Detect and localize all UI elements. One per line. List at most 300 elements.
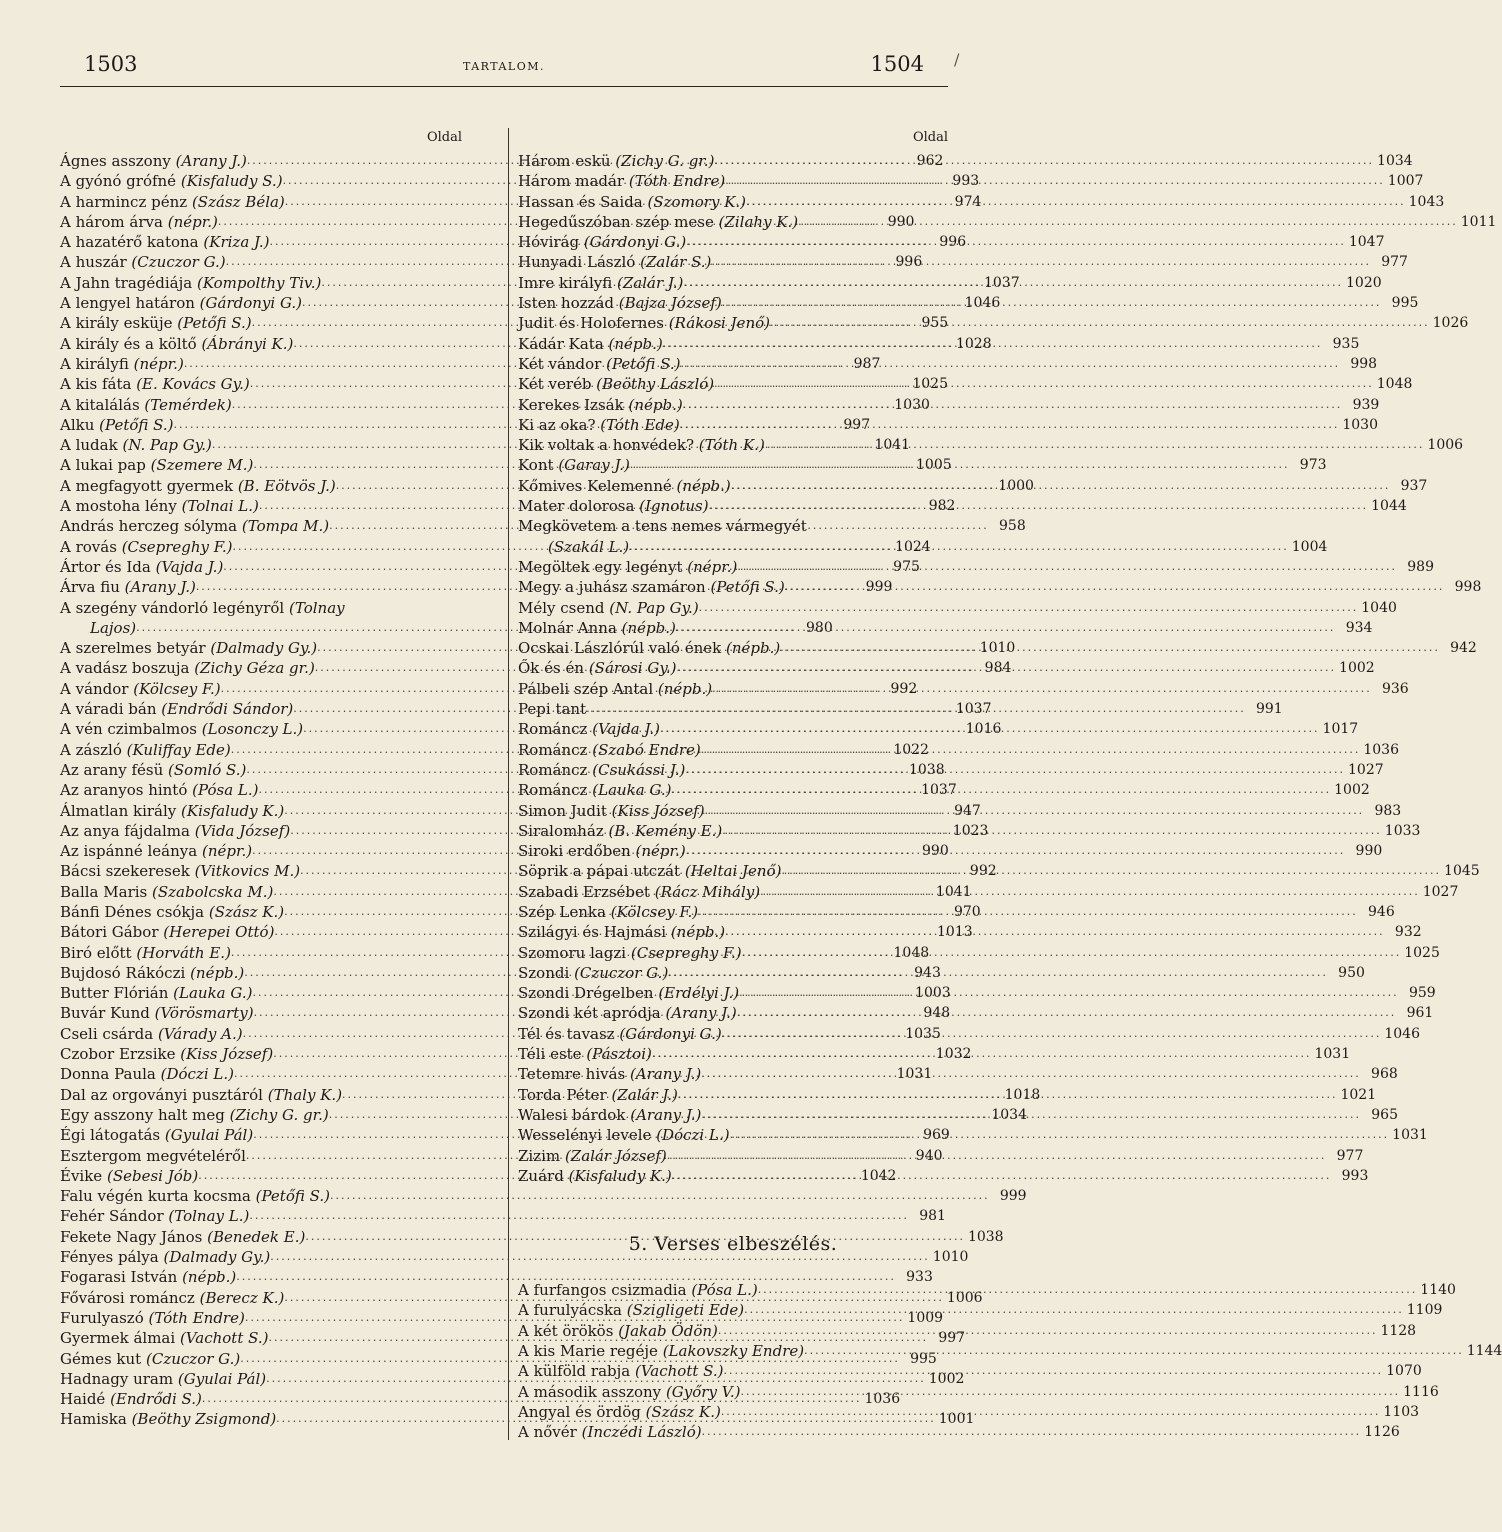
entry-title: Románcz [518, 720, 588, 739]
entry-title: Megkövetem a tens nemes vármegyét [518, 517, 807, 536]
entry-page-number: 1016 [965, 721, 1002, 738]
entry-author: (Arany J.) [630, 1065, 702, 1084]
toc-entry [518, 374, 1413, 394]
entry-page-number: 973 [1299, 457, 1327, 474]
entry-author: (Dóczi L.) [656, 1126, 730, 1145]
entry-title: Bátori Gábor [60, 923, 159, 942]
entry-page-number: 1025 [1404, 944, 1440, 961]
entry-author: (Zalár S.) [640, 253, 712, 272]
entry-page-number: 996 [939, 234, 967, 251]
entry-author: (Sebesi Jób) [106, 1166, 199, 1185]
entry-text [518, 1382, 741, 1402]
entry-text [518, 334, 663, 354]
entry-text [60, 171, 283, 191]
entry-title: Románcz [518, 740, 588, 759]
toc-entry [518, 841, 1383, 861]
entry-title: A vén czimbalmos [60, 720, 197, 739]
entry-author: (Garay J.) [558, 456, 630, 475]
entry-text [518, 1105, 701, 1125]
entry-page-number: 1043 [1408, 193, 1445, 210]
toc-entry [518, 618, 1373, 638]
entry-page-number: 1006 [946, 1289, 983, 1306]
entry-author: (népb.) [670, 923, 726, 942]
entry-author: (Zalár J.) [611, 1085, 678, 1104]
entry-author: (Temérdek) [144, 395, 232, 414]
entry-text [60, 882, 273, 902]
entry-title: Szondi két apródja [518, 1004, 661, 1023]
toc-entry [60, 1186, 1027, 1206]
entry-title: Az ispánné leánya [60, 842, 198, 861]
entry-text [60, 1125, 253, 1145]
dot-leader [701, 1064, 1361, 1084]
entry-text [518, 476, 731, 496]
entry-title: A kis Marie regéje [518, 1342, 658, 1361]
toc-entry [518, 516, 948, 536]
entry-author: (Endrődi Sándor) [161, 700, 294, 719]
entry-text [518, 1085, 678, 1105]
entry-title: Árva fiu [60, 578, 120, 597]
entry-page-number: 942 [1450, 640, 1477, 657]
entry-author: (Herepei Ottó) [163, 923, 275, 942]
entry-page-number: 1126 [1364, 1424, 1400, 1441]
toc-entry [518, 983, 1436, 1003]
entry-page-number: 1144 [1466, 1343, 1502, 1360]
entry-title: Hunyadi László [518, 253, 636, 272]
entry-page-number: 1005 [916, 457, 952, 474]
entry-text [60, 902, 284, 922]
entry-text [60, 760, 246, 780]
entry-page-number: 1027 [1422, 883, 1459, 900]
entry-text [60, 1186, 330, 1206]
entry-page-number: 1045 [1444, 863, 1480, 880]
entry-author: (Zalár József) [564, 1146, 667, 1165]
entry-title: Isten hozzád [518, 294, 614, 313]
entry-page-number: 1046 [1384, 1025, 1420, 1042]
entry-author: (Ábrányi K.) [201, 334, 294, 353]
entry-page-number: 958 [999, 518, 1026, 535]
entry-title: Furulyaszó [60, 1308, 144, 1327]
entry-text [60, 232, 270, 252]
entry-page-number: 970 [953, 903, 981, 920]
entry-title: A lukai pap [60, 456, 146, 475]
entry-page-number: 1027 [1348, 761, 1384, 778]
entry-page-number: 975 [893, 558, 920, 575]
entry-text [518, 212, 798, 232]
toc-entry [518, 252, 1408, 272]
entry-text [518, 861, 781, 881]
entry-page-number: 934 [1345, 619, 1373, 636]
entry-author: (Kuliffay Ede) [126, 740, 231, 759]
entry-page-number: 997 [843, 416, 871, 433]
entry-title: A rovás [60, 537, 117, 556]
entry-author: (Gárdonyi G.) [619, 1024, 722, 1043]
toc-entry [518, 1024, 1420, 1044]
entry-text [60, 719, 303, 739]
entry-author: (Vajda J.) [592, 720, 660, 739]
entry-page-number: 955 [921, 315, 949, 332]
entry-text [518, 1361, 724, 1381]
entry-title: Kont [518, 456, 554, 475]
entry-author: (Berecz K.) [199, 1288, 285, 1307]
toc-entry [518, 598, 1397, 618]
entry-text [60, 1105, 329, 1125]
dot-leader [737, 557, 1397, 577]
entry-title: A megfagyott gyermek [60, 476, 234, 495]
dot-leader [702, 1422, 1362, 1442]
dot-leader [672, 1166, 1332, 1186]
entry-title: Téli este [518, 1045, 582, 1064]
entry-text [60, 374, 250, 394]
dot-leader [725, 922, 1385, 942]
entry-text [518, 557, 737, 577]
entry-text [60, 537, 232, 557]
entry-page-number: 1030 [894, 396, 930, 413]
entry-text [518, 760, 685, 780]
right-column-heading: Oldal [912, 130, 948, 145]
entry-title: Torda Péter [518, 1085, 607, 1104]
entry-author: (Szabolcska M.) [152, 882, 274, 901]
entry-page-number: 993 [952, 173, 980, 190]
entry-author: (Beöthy Zsigmond) [131, 1410, 277, 1429]
entry-page-number: 1028 [955, 335, 992, 352]
entry-text [60, 273, 321, 293]
entry-title: A két örökös [518, 1321, 614, 1340]
entry-title: Szabadi Erzsébet [518, 882, 650, 901]
entry-page-number: 1033 [1384, 822, 1421, 839]
entry-text [518, 252, 711, 272]
entry-author: (Sárosi Gy.) [588, 659, 677, 678]
entry-text [518, 801, 705, 821]
entry-text [518, 1300, 744, 1320]
entry-title: Égi látogatás [60, 1126, 161, 1145]
dot-leader [714, 374, 1374, 394]
entry-title: A hazatérő katona [60, 233, 199, 252]
entry-text [60, 638, 317, 658]
entry-title: Ők és én [518, 659, 585, 678]
entry-author: (Dóczi L.) [160, 1065, 234, 1084]
entry-title: A külföld rabja [518, 1362, 631, 1381]
dot-leader [722, 821, 1382, 841]
toc-entry [518, 151, 1413, 171]
entry-page-number: 996 [895, 254, 923, 271]
entry-text [518, 780, 672, 800]
entry-author: (Szász K.) [208, 902, 285, 921]
entry-author: (Jakab Ödön) [618, 1321, 718, 1340]
entry-author: (Zilahy K.) [718, 212, 799, 231]
entry-author: (Losonczy L.) [201, 720, 304, 739]
entry-author: (Szomory K.) [647, 192, 747, 211]
dot-leader [686, 232, 1346, 252]
entry-title: A szerelmes betyár [60, 639, 206, 658]
entry-text [518, 740, 701, 760]
entry-text [518, 1321, 718, 1341]
entry-text [60, 435, 212, 455]
dot-leader [722, 293, 1382, 313]
dot-leader [785, 577, 1445, 597]
entry-text [518, 821, 722, 841]
dot-leader [760, 882, 1420, 902]
entry-title: Románcz [518, 760, 588, 779]
entry-page-number: 1116 [1403, 1383, 1439, 1400]
toc-entry [518, 1064, 1398, 1084]
section-title: 5. Verses elbeszélés. [628, 1233, 838, 1256]
entry-text [60, 1369, 266, 1389]
entry-title: Álmatlan király [60, 801, 177, 820]
entry-author: (Kiss József) [180, 1045, 274, 1064]
entry-author: (Zichy Géza gr.) [194, 659, 315, 678]
dot-leader [683, 395, 1343, 415]
running-head-title: TARTALOM. [462, 60, 546, 73]
entry-page-number: 990 [1355, 843, 1383, 860]
entry-title: Szondi Drégelben [518, 984, 654, 1003]
entry-text [518, 1280, 758, 1300]
entry-text [60, 983, 252, 1003]
entry-author: (Vida József) [194, 821, 291, 840]
entry-page-number: 1013 [937, 924, 973, 941]
entry-text [548, 537, 629, 557]
toc-entry [518, 455, 1327, 475]
entry-author: (Kiss József) [611, 801, 705, 820]
entry-title: A harmincz pénz [60, 192, 188, 211]
entry-author: (Tóth K.) [698, 436, 765, 455]
toc-entry [518, 740, 1399, 760]
entry-text [518, 719, 660, 739]
entry-page-number: 1001 [938, 1411, 975, 1428]
entry-page-number: 947 [954, 802, 981, 819]
entry-author: Lajos) [90, 618, 137, 637]
entry-author: (Tóth Endre) [628, 172, 726, 191]
dot-leader [676, 658, 1336, 678]
entry-author: (Tolnay [289, 598, 345, 617]
entry-page-number: 1010 [979, 640, 1016, 657]
entry-author: (Dalmady Gy.) [163, 1248, 271, 1267]
dot-leader [678, 1085, 1338, 1105]
entry-title: Kőmives Kelemenné [518, 476, 672, 495]
entry-text [518, 232, 686, 252]
entry-text [518, 455, 630, 475]
entry-text [60, 801, 284, 821]
entry-title: András herczeg sólyma [60, 517, 238, 536]
entry-page-number: 965 [1371, 1106, 1398, 1123]
entry-title: Fővárosi románcz [60, 1288, 195, 1307]
entry-text [60, 1085, 342, 1105]
dot-leader [630, 455, 1290, 475]
entry-author: (Várady A.) [157, 1024, 243, 1043]
entry-page-number: 1011 [1460, 213, 1497, 230]
toc-entry [518, 760, 1384, 780]
entry-author: (népr.) [202, 842, 253, 861]
entry-text [518, 638, 780, 658]
entry-author: (Gyulai Pál) [164, 1126, 254, 1145]
entry-author: (Petőfi S.) [606, 354, 681, 373]
toc-entry [518, 537, 1328, 557]
entry-text [60, 1409, 276, 1429]
entry-text [518, 1402, 721, 1422]
entry-text [518, 1125, 730, 1145]
entry-page-number: 998 [1350, 355, 1378, 372]
entry-title: A király esküje [60, 314, 173, 333]
entry-page-number: 1003 [915, 985, 951, 1002]
entry-title: A vadász boszuja [60, 659, 190, 678]
entry-page-number: 932 [1394, 924, 1422, 941]
entry-text [60, 151, 247, 171]
entry-page-number: 948 [923, 1005, 951, 1022]
dot-leader [701, 1105, 1361, 1125]
toc-entry [518, 577, 1482, 597]
entry-title: Fehér Sándor [60, 1207, 164, 1226]
entry-text [60, 1308, 245, 1328]
entry-page-number: 995 [910, 1350, 937, 1367]
entry-author: (Rácz Mihály) [654, 882, 761, 901]
entry-page-number: 995 [1391, 295, 1419, 312]
entry-page-number: 1040 [1361, 599, 1397, 616]
entry-author: (népr.) [687, 557, 738, 576]
entry-author: (Zalár J.) [617, 273, 684, 292]
entry-author: (Kompolthy Tiv.) [196, 273, 322, 292]
entry-title: Walesi bárdok [518, 1105, 626, 1124]
entry-text [60, 577, 196, 597]
entry-author: (Vachott S.) [179, 1329, 269, 1348]
entry-page-number: 1021 [1340, 1086, 1377, 1103]
entry-title: A furulyácska [518, 1301, 622, 1320]
entry-text [60, 395, 232, 415]
entry-author: (Gárdonyi G.) [583, 233, 687, 252]
entry-text [518, 658, 676, 678]
entry-title: Donna Paula [60, 1065, 156, 1084]
entry-text [60, 780, 259, 800]
dot-leader [722, 1024, 1382, 1044]
entry-author: (Thaly K.) [267, 1085, 343, 1104]
entry-page-number: 962 [916, 153, 944, 169]
entry-title: Hassan és Saida [518, 192, 643, 211]
dot-leader [676, 618, 1336, 638]
entry-page-number: 993 [1341, 1167, 1369, 1184]
entry-page-number: 946 [1368, 903, 1395, 920]
entry-text [60, 1267, 236, 1287]
toc-entry [518, 679, 1409, 699]
entry-author: (Lauka G.) [173, 984, 253, 1003]
entry-text [60, 455, 253, 475]
entry-title: Kik voltak a honvédek? [518, 436, 695, 455]
dot-leader [744, 1300, 1404, 1320]
entry-text [60, 1389, 202, 1409]
entry-author: (Lakovszky Endre) [662, 1342, 805, 1361]
entry-text [518, 273, 683, 293]
entry-page-number: 943 [914, 964, 941, 981]
toc-entry [518, 557, 1434, 577]
entry-title: Tél és tavasz [518, 1024, 615, 1043]
entry-page-number: 1031 [1314, 1046, 1351, 1063]
entry-text [518, 598, 699, 618]
entry-text [60, 415, 174, 435]
dot-leader [739, 983, 1399, 1003]
entry-page-number: 1048 [1376, 376, 1413, 393]
entry-author: (népb.) [190, 963, 245, 982]
dot-leader [680, 415, 1340, 435]
entry-author: (N. Pap Gy.) [122, 436, 212, 455]
entry-author: (Kölcsey F.) [610, 902, 699, 921]
entry-page-number: 1037 [983, 274, 1020, 291]
entry-text [518, 922, 725, 942]
entry-title: Hadnagy uram [60, 1369, 174, 1388]
entry-title: Megöltek egy legényt [518, 557, 683, 576]
entry-text [60, 922, 274, 942]
entry-page-number: 981 [919, 1208, 946, 1225]
toc-entry [518, 1341, 1502, 1361]
entry-page-number: 1036 [1363, 741, 1399, 758]
page-number-left: 1503 [84, 52, 138, 76]
dot-leader [705, 801, 1365, 821]
entry-page-number: 974 [954, 193, 982, 210]
entry-title: Ki az oka? [518, 415, 596, 434]
entry-text [518, 618, 676, 638]
entry-text [518, 943, 742, 963]
entry-author: (népb.) [657, 679, 713, 698]
entry-text [60, 354, 184, 374]
toc-entry [518, 496, 1407, 516]
entry-text [518, 882, 760, 902]
toc-entry [518, 1166, 1369, 1186]
entry-title: Kerekes Izsák [518, 395, 624, 414]
entry-page-number: 1036 [864, 1391, 901, 1408]
entry-author: (Tóth Endre) [148, 1308, 245, 1327]
dot-leader [672, 780, 1332, 800]
entry-author: (Csepreghy F.) [121, 537, 233, 556]
entry-title: A három árva [60, 212, 163, 231]
entry-text [518, 313, 770, 333]
entry-text [518, 171, 725, 191]
entry-title: Czobor Erzsike [60, 1045, 176, 1064]
entry-page-number: 1037 [921, 782, 957, 799]
entry-author: (Lauka G.) [592, 781, 672, 800]
entry-title: Három madár [518, 172, 625, 191]
entry-author: (népr.) [167, 212, 218, 231]
entry-author: (Gárdonyi G.) [199, 294, 303, 313]
dot-leader [731, 476, 1391, 496]
toc-entry [518, 415, 1378, 435]
entry-text [60, 821, 290, 841]
entry-page-number: 933 [906, 1269, 933, 1286]
entry-page-number: 1046 [964, 295, 1001, 312]
entry-text [518, 679, 712, 699]
entry-page-number: 1006 [1427, 437, 1464, 454]
entry-page-number: 1002 [1339, 660, 1375, 677]
entry-title: Haidé [60, 1390, 106, 1409]
dot-leader [724, 1361, 1384, 1381]
entry-author: (Czuczor G.) [131, 253, 226, 272]
entry-page-number: 1048 [893, 944, 930, 961]
entry-author: (Beöthy László) [596, 375, 715, 394]
entry-title: Esztergom megvételéről [60, 1146, 246, 1165]
dot-leader [730, 1125, 1390, 1145]
entry-author: (Pásztoi) [586, 1045, 652, 1064]
toc-entry [518, 943, 1440, 963]
toc-entry [60, 598, 462, 618]
entry-text [518, 435, 765, 455]
entry-text [60, 476, 336, 496]
entry-author: (Zichy G. gr.) [229, 1105, 329, 1124]
entry-title: Fekete Nagy János [60, 1227, 203, 1246]
entry-author: (Győry V.) [665, 1382, 741, 1401]
entry-text [60, 943, 231, 963]
dot-leader [725, 171, 1385, 191]
entry-author: (Kriza J.) [203, 233, 270, 252]
dot-leader [712, 679, 1372, 699]
entry-page-number: 936 [1381, 680, 1409, 697]
left-column-heading: Oldal [426, 130, 462, 145]
entry-author: (Czuczor G.) [574, 963, 669, 982]
dot-leader [746, 192, 1406, 212]
